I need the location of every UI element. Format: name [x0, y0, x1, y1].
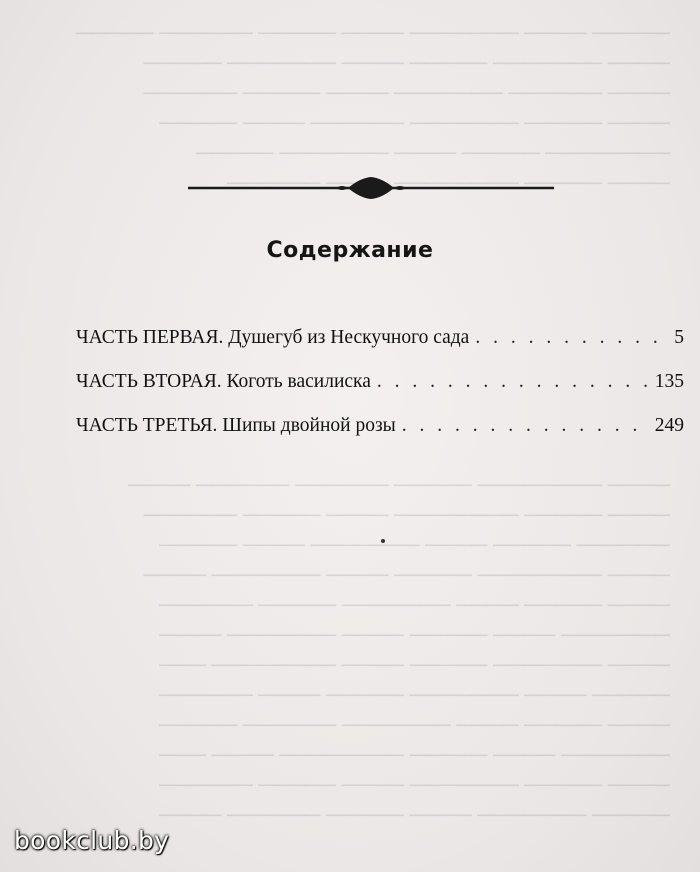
toc-entry-title: ЧАСТЬ ТРЕТЬЯ. Шипы двойной розы	[76, 415, 396, 436]
toc-entry-page: 135	[654, 371, 684, 392]
bleed-through-text-bottom: ──── ──────── ───── ────── ────── ──── ──── ───── ──────── ──── ───── ────── ────── ───── ──── ─────── ──── ───── ──── ──────── ───── ──── ─────── ──── ──── ───── ──── ─────── ───── ────── ─────── ──── ───── ──── ─────── ──── ──── ─────── ───── ──── ──────── ─── ───── ──── ─────── ───── ──── ────── ──── ───── ──── ─────── ────── ───── ─────── ──── ───── ──────── ──── ─── ──── ───── ─────── ──── ───── ────── ───── ─────── ──── ───── ────── ────	[128, 472, 670, 827]
toc-entry-title: ЧАСТЬ ВТОРАЯ. Коготь василиска	[76, 371, 371, 392]
bleed-through-text-top: ───── ──── ─────── ──── ───── ────── ───── ──── ─────── ───── ──── ─────── ───── ──── ────── ─────── ──── ───── ────── ──── ───── ─────── ────── ──── ───── ──────── ───── ──── ─────── ───── ──── ───── ──────── ──── ──────	[75, 20, 670, 193]
watermark-text: bookclub.by	[14, 826, 170, 855]
toc-leader-dots	[402, 415, 649, 437]
toc-leader-dots	[377, 371, 649, 393]
divider-ornament	[188, 174, 554, 202]
toc-entry[interactable]	[76, 415, 684, 459]
page-title: Содержание	[266, 238, 434, 263]
toc-entry-page: 249	[654, 415, 684, 436]
toc-entry[interactable]	[76, 327, 684, 371]
toc-entry-title: ЧАСТЬ ПЕРВАЯ. Душегуб из Нескучного сада	[76, 327, 470, 348]
toc-entry[interactable]	[76, 371, 684, 415]
toc-leader-dots	[475, 327, 668, 349]
print-speck	[381, 539, 385, 543]
toc-entry-page: 5	[674, 327, 684, 348]
table-of-contents	[76, 327, 684, 459]
